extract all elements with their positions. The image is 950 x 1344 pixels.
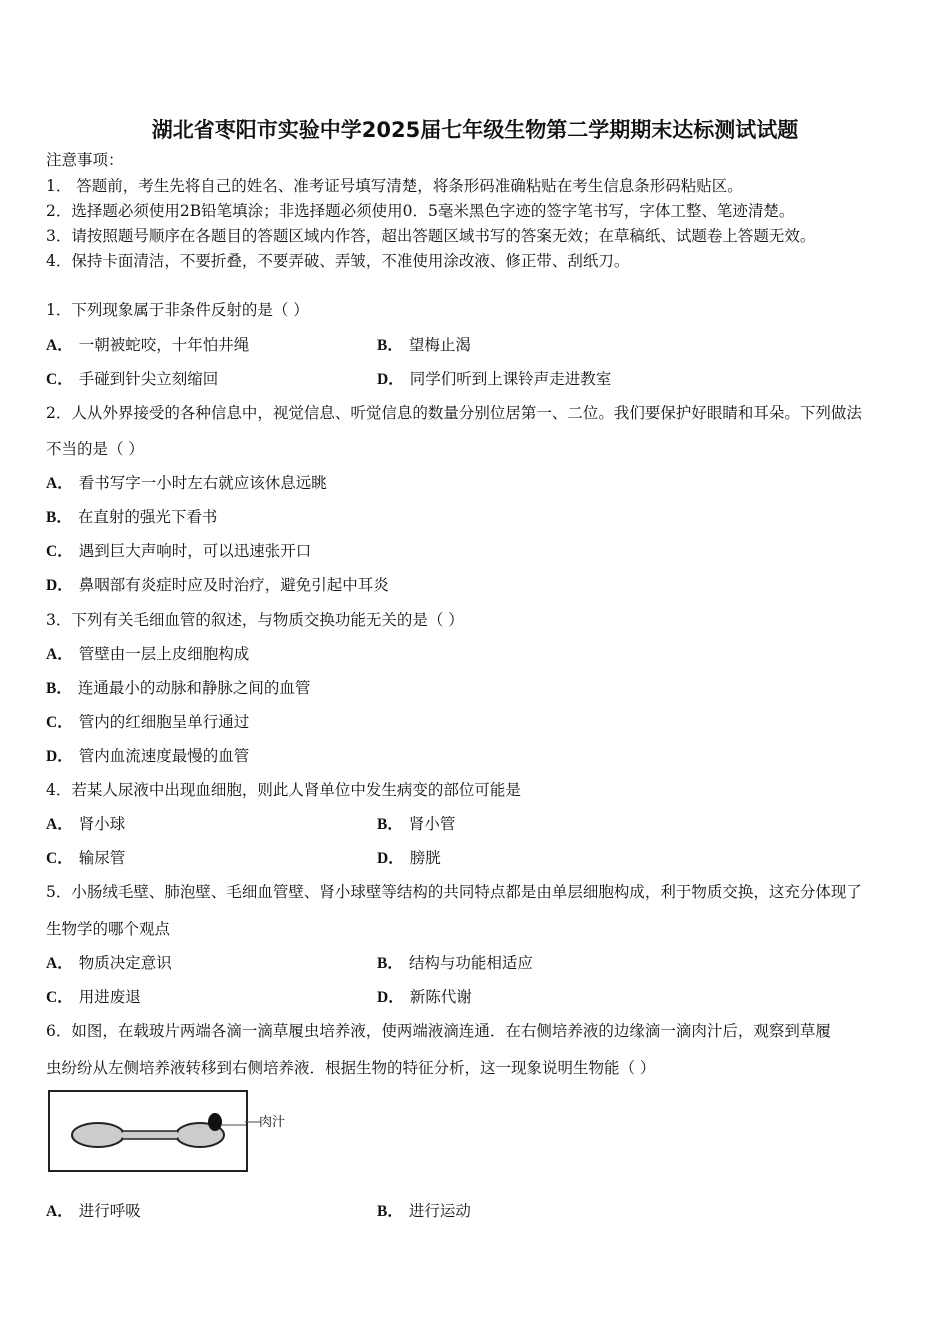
q4-option-c [46, 848, 125, 869]
option-letter: C． [46, 989, 73, 1006]
q1-option-d [377, 369, 611, 390]
option-letter: D． [377, 850, 404, 867]
option-letter: D． [46, 748, 73, 765]
option-letter: C． [46, 714, 73, 731]
question-3-stem: 3．下列有关毛细血管的叙述，与物质交换功能无关的是（ ） [46, 611, 464, 629]
option-letter: D． [377, 989, 404, 1006]
q4-option-a [46, 814, 125, 835]
option-text: 结构与功能相适应 [408, 954, 533, 972]
option-letter: B． [377, 816, 403, 833]
option-letter: C． [46, 850, 73, 867]
option-text: 同学们听到上课铃声走进教室 [409, 370, 612, 388]
notice-item: 2．选择题必须使用2B铅笔填涂；非选择题必须使用0．5毫米黑色字迹的签字笔书写，字体工整、笔迹清楚。 [46, 202, 795, 220]
option-text: 膀胱 [409, 849, 441, 867]
option-letter: B． [377, 337, 403, 354]
question-1-stem: 1．下列现象属于非条件反射的是（ ） [46, 301, 309, 319]
option-text: 遇到巨大声响时，可以迅速张开口 [78, 542, 312, 560]
notice-item: 3．请按照题号顺序在各题目的答题区域内作答，超出答题区域书写的答案无效；在草稿纸、试题卷上答题无效。 [46, 227, 816, 245]
question-2-stem: 2．人从外界接受的各种信息中，视觉信息、听觉信息的数量分别位居第一、二位。我们要保护好眼睛和耳朵。下列做法 [46, 404, 862, 422]
page-title: 湖北省枣阳市实验中学2025届七年级生物第二学期期末达标测试试题 [151, 118, 799, 142]
option-text: 进行呼吸 [78, 1202, 141, 1220]
q5-option-d [377, 987, 472, 1008]
question-6-stem-cont: 虫纷纷从左侧培养液转移到右侧培养液．根据生物的特征分析，这一现象说明生物能（ ） [46, 1059, 656, 1077]
option-text: 管壁由一层上皮细胞构成 [78, 645, 250, 663]
q6-option-a [46, 1201, 141, 1222]
option-letter: A． [46, 337, 73, 354]
paramecium-culture-illustration [50, 1092, 246, 1170]
option-text: 肾小管 [408, 815, 456, 833]
option-text: 输尿管 [78, 849, 126, 867]
option-letter: C． [46, 543, 73, 560]
q3-option-d [46, 746, 249, 767]
q5-option-b [377, 953, 533, 974]
q2-option-c [46, 541, 311, 562]
q1-option-c [46, 369, 218, 390]
option-text: 新陈代谢 [409, 988, 472, 1006]
option-letter: D． [46, 577, 73, 594]
option-text: 进行运动 [408, 1202, 471, 1220]
q1-option-a [46, 335, 249, 356]
option-text: 鼻咽部有炎症时应及时治疗，避免引起中耳炎 [78, 576, 389, 594]
option-text: 连通最小的动脉和静脉之间的血管 [77, 679, 311, 697]
option-letter: A． [46, 475, 73, 492]
question-2-stem-cont: 不当的是（ ） [46, 440, 144, 458]
figure-label-broth: 肉汁 [259, 1115, 286, 1130]
q4-option-b [377, 814, 455, 835]
option-text: 看书写字一小时左右就应该休息远眺 [78, 474, 327, 492]
option-letter: A． [46, 646, 73, 663]
q2-option-b [46, 507, 217, 528]
q4-option-d [377, 848, 441, 869]
option-letter: D． [377, 371, 404, 388]
q3-option-b [46, 678, 310, 699]
option-text: 手碰到针尖立刻缩回 [78, 370, 219, 388]
option-letter: C． [46, 371, 73, 388]
q5-option-a [46, 953, 172, 974]
option-letter: B． [377, 955, 403, 972]
question-4-stem: 4．若某人尿液中出现血细胞，则此人肾单位中发生病变的部位可能是 [46, 781, 521, 799]
q1-option-b [377, 335, 471, 356]
q6-option-b [377, 1201, 471, 1222]
option-text: 一朝被蛇咬，十年怕井绳 [78, 336, 250, 354]
question-5-stem: 5．小肠绒毛壁、肺泡壁、毛细血管壁、肾小球壁等结构的共同特点都是由单层细胞构成，利于物质交换，这充分体现了 [46, 883, 862, 901]
option-text: 在直射的强光下看书 [77, 508, 218, 526]
option-text: 用进废退 [78, 988, 141, 1006]
q2-option-d [46, 575, 389, 596]
notice-heading: 注意事项： [46, 151, 124, 169]
option-text: 管内血流速度最慢的血管 [78, 747, 250, 765]
question-5-stem-cont: 生物学的哪个观点 [46, 920, 171, 938]
question-6-stem: 6．如图，在载玻片两端各滴一滴草履虫培养液，使两端液滴连通．在右侧培养液的边缘滴一滴肉汁后，观察到草履 [46, 1022, 831, 1040]
notice-item: 4．保持卡面清洁，不要折叠，不要弄破、弄皱，不准使用涂改液、修正带、刮纸刀。 [46, 252, 630, 270]
slide-diagram [48, 1090, 248, 1172]
option-letter: B． [46, 509, 72, 526]
option-text: 望梅止渴 [408, 336, 471, 354]
option-text: 管内的红细胞呈单行通过 [78, 713, 250, 731]
option-letter: A． [46, 1203, 73, 1220]
option-letter: A． [46, 955, 73, 972]
q5-option-c [46, 987, 141, 1008]
option-letter: B． [46, 680, 72, 697]
option-text: 肾小球 [78, 815, 126, 833]
notice-item: 1． 答题前，考生先将自己的姓名、准考证号填写清楚，将条形码准确粘贴在考生信息条形码粘贴区。 [46, 177, 743, 195]
q2-option-a [46, 473, 327, 494]
q3-option-c [46, 712, 249, 733]
option-letter: A． [46, 816, 73, 833]
option-text: 物质决定意识 [78, 954, 172, 972]
q3-option-a [46, 644, 249, 665]
option-letter: B． [377, 1203, 403, 1220]
